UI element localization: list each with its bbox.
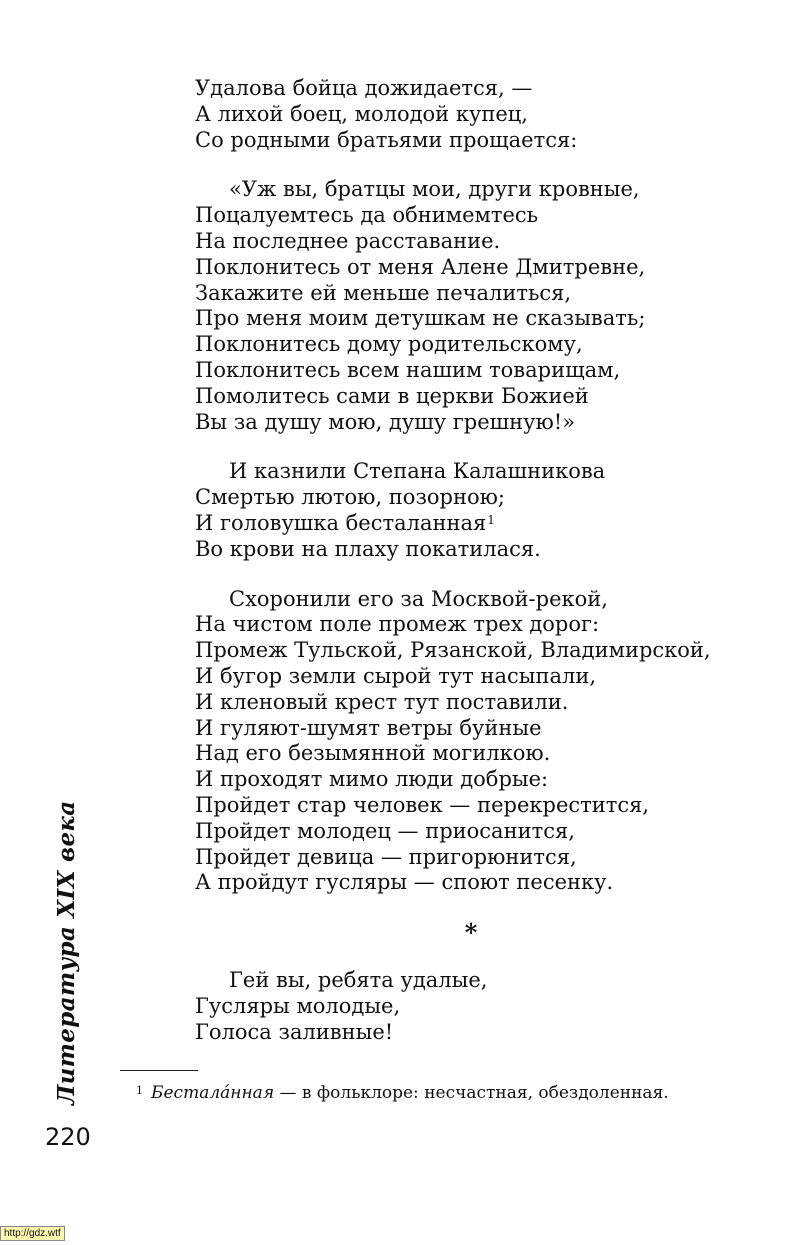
stanza-3: [195, 459, 785, 562]
watermark-link[interactable]: http://gdz.wtf: [0, 1226, 65, 1241]
poem-line: «Уж вы, братцы мои, други кровные,: [229, 177, 640, 202]
poem-line: Удалова бойца дожидается, —: [195, 76, 533, 100]
poem-line: Поцалуемтесь да обнимемтесь: [195, 203, 539, 228]
poem-line: И гуляют-шумят ветры буйные: [195, 715, 542, 740]
poem-line: Пройдет девица — пригорюнится,: [195, 844, 577, 869]
footnote-marker: 1: [487, 512, 495, 527]
poem-line: Пройдет стар человек — перекрестится,: [195, 792, 650, 817]
poem-line: На последнее расставание.: [195, 228, 501, 253]
poem-line: Поклонитесь дому родительскому,: [195, 332, 583, 357]
page-number: 220: [45, 1123, 91, 1151]
poem-line: Схоронили его за Москвой-рекой,: [229, 586, 608, 611]
poem-line: Вы за душу мою, душу грешную!»: [195, 409, 576, 434]
poem-line: Поклонитесь всем нашим товарищам,: [195, 357, 621, 382]
stanza-final: [195, 968, 785, 1045]
section-divider-asterisk: *: [464, 918, 478, 948]
poem-line: И кленовый крест тут поставили.: [195, 689, 569, 714]
stanza-2: [195, 177, 785, 435]
footnote: [136, 1082, 669, 1104]
poem-line: И казнили Степана Калашникова: [229, 459, 606, 484]
footnote-definition: — в фольклоре: несчастная, обездоленная.: [279, 1083, 669, 1103]
footnote-rule: [120, 1070, 198, 1071]
poem-line: Промеж Тульской, Рязанской, Владимирской,: [195, 638, 711, 663]
poem-line: Пройдет молодец — приосанится,: [195, 818, 575, 843]
running-title-vertical: Литература XIX века: [53, 800, 80, 1105]
footnote-term: Бесталáнная: [151, 1083, 275, 1103]
stanza-1: [195, 76, 785, 153]
poem-line: Смертью лютою, позорною;: [195, 485, 505, 510]
poem-line: Про меня моим детушкам не сказывать;: [195, 306, 646, 331]
poem-text: [195, 76, 785, 1070]
poem-line: Гей вы, ребята удалые,: [229, 968, 488, 993]
footnote-number: 1: [136, 1084, 143, 1097]
poem-line: Над его безымянной могилкою.: [195, 741, 551, 766]
poem-line: И бугор земли сырой тут насыпали,: [195, 663, 596, 688]
poem-line: А пройдут гусляры — споют песенку.: [195, 870, 614, 895]
poem-line: Гусляры молодые,: [195, 993, 401, 1018]
poem-line: Закажите ей меньше печалиться,: [195, 280, 572, 305]
poem-line: Во крови на плаху покатилася.: [195, 536, 541, 561]
stanza-4: [195, 587, 785, 897]
poem-line: А лихой боец, молодой купец,: [195, 101, 528, 126]
poem-line: Голоса заливные!: [195, 1019, 394, 1044]
poem-line: Со родными братьями прощается:: [195, 127, 578, 152]
poem-line-text: И головушка бесталанная: [195, 510, 487, 535]
poem-line: Поклонитесь от меня Алене Дмитревне,: [195, 254, 646, 279]
poem-line: На чистом поле промеж трех дорог:: [195, 612, 600, 637]
poem-line: Помолитесь сами в церкви Божией: [195, 383, 589, 408]
poem-line: И проходят мимо люди добрые:: [195, 767, 549, 792]
poem-line-with-footnote: [195, 511, 785, 537]
